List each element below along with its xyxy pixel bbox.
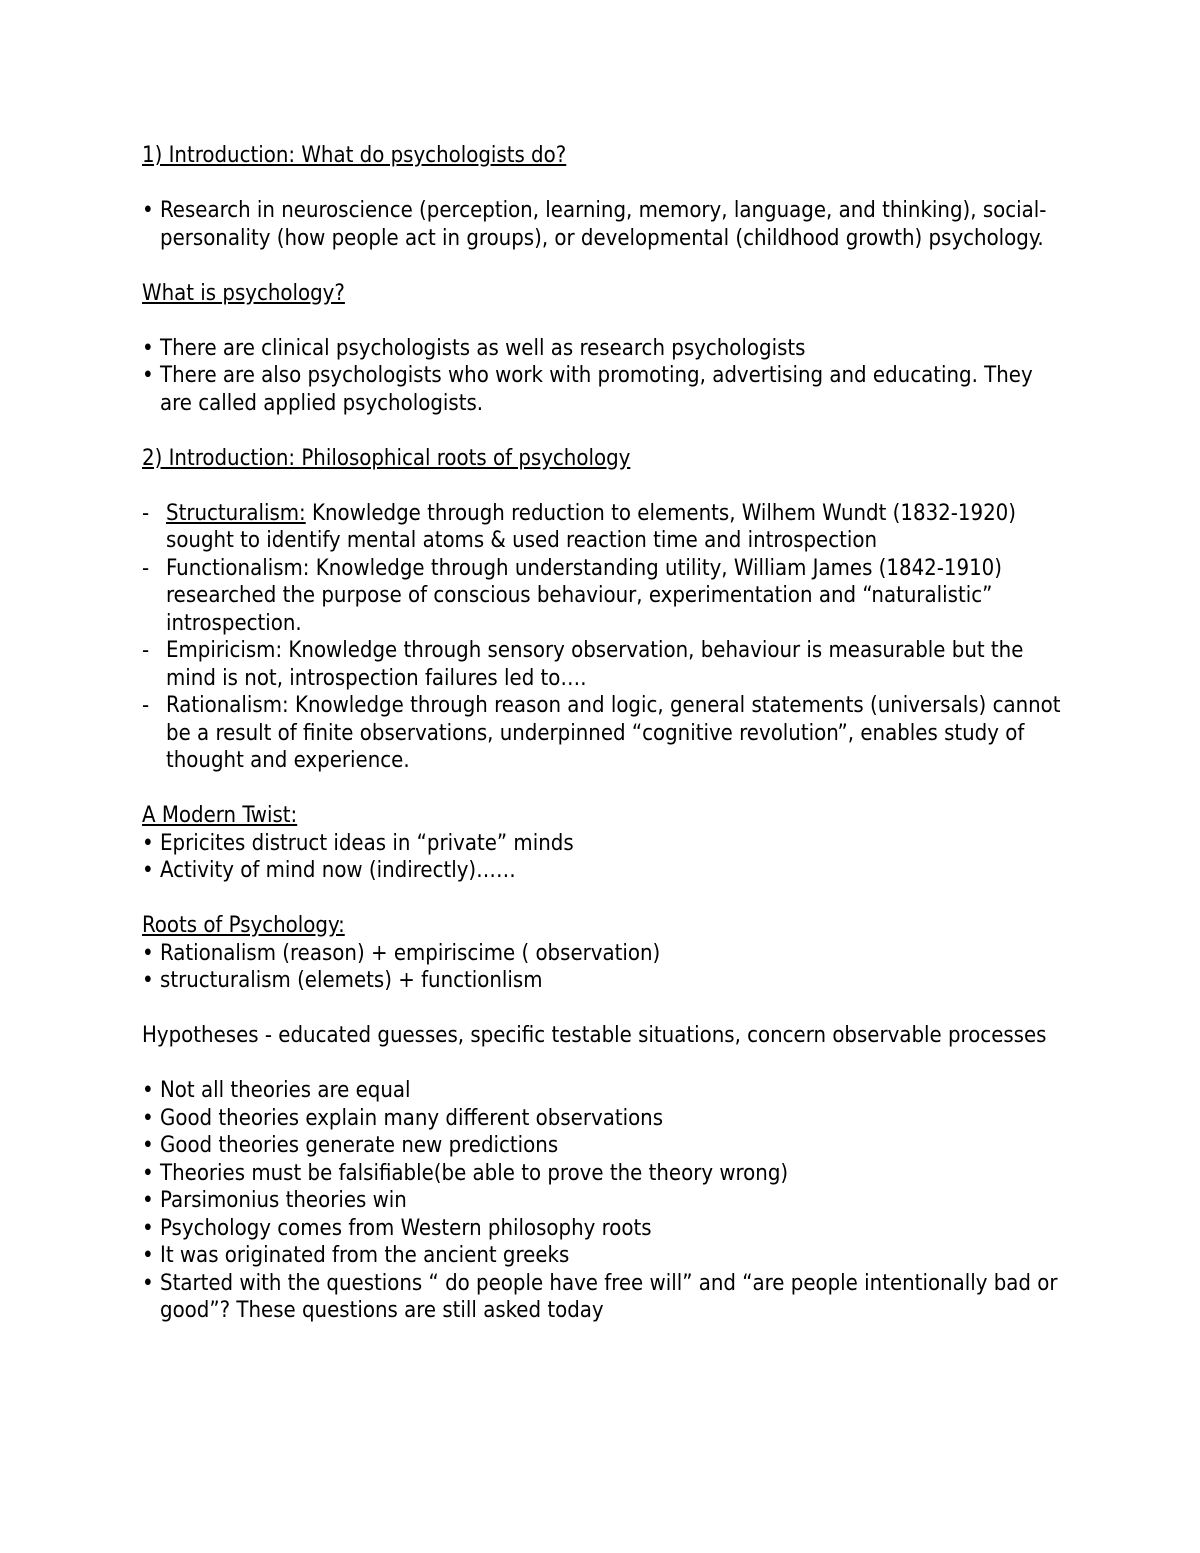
term-structuralism: Structuralism: bbox=[166, 500, 306, 526]
list-item: • There are clinical psychologists as well as research psychologists bbox=[142, 335, 1062, 363]
section-heading-intro: 1) Introduction: What do psychologists do? bbox=[142, 143, 567, 168]
list-item: • Not all theories are equal bbox=[142, 1077, 1062, 1105]
list-item: • It was originated from the ancient greeks bbox=[142, 1242, 1062, 1270]
list-item: • Good theories generate new predictions bbox=[142, 1132, 1062, 1160]
section-heading-roots-of-psychology: Roots of Psychology: bbox=[142, 913, 345, 938]
document-body bbox=[142, 142, 1062, 1325]
section-heading-philosophical-roots: 2) Introduction: Philosophical roots of psychology bbox=[142, 445, 631, 471]
term-description: Knowledge through reduction to elements, Wilhem Wundt (1832-1920) sought to identify mental atoms & used reaction time and introspection bbox=[166, 500, 1016, 553]
list-item: • Activity of mind now (indirectly)…… bbox=[142, 857, 1062, 885]
list-item: • Psychology comes from Western philosophy roots bbox=[142, 1215, 1062, 1243]
bullet-list-intro bbox=[142, 197, 1062, 252]
list-item bbox=[142, 500, 1062, 555]
list-item: • Good theories explain many different observations bbox=[142, 1105, 1062, 1133]
hypotheses-paragraph: Hypotheses - educated guesses, specific testable situations, concern observable processes bbox=[142, 1023, 1047, 1048]
list-item: - Rationalism: Knowledge through reason and logic, general statements (universals) cannot be a result of finite observations, underpinned “cognitive revolution”, enables study of thought and experience. bbox=[142, 692, 1062, 775]
dash-list-philosophical-roots bbox=[142, 500, 1062, 775]
list-item: • Started with the questions “ do people have free will” and “are people intentionally bad or good”? These questions are still asked today bbox=[142, 1270, 1062, 1325]
list-item: • There are also psychologists who work with promoting, advertising and educating. They are called applied psychologists. bbox=[142, 362, 1062, 417]
list-item: • Parsimonius theories win bbox=[142, 1187, 1062, 1215]
list-item: - Functionalism: Knowledge through understanding utility, William James (1842-1910) researched the purpose of conscious behaviour, experimentation and “naturalistic” introspection. bbox=[142, 555, 1062, 638]
list-item: • Theories must be falsifiable(be able to prove the theory wrong) bbox=[142, 1160, 1062, 1188]
bullet-list-modern-twist bbox=[142, 830, 1062, 885]
section-heading-what-is-psychology: What is psychology? bbox=[142, 280, 345, 306]
list-item: • Epricites distruct ideas in “private” minds bbox=[142, 830, 1062, 858]
list-item: • Research in neuroscience (perception, learning, memory, language, and thinking), social-personality (how people act in groups), or developmental (childhood growth) psychology. bbox=[142, 197, 1062, 252]
list-item: • Rationalism (reason) + empiriscime ( observation) bbox=[142, 940, 1062, 968]
bullet-list-roots-of-psychology bbox=[142, 940, 1062, 995]
list-item: • structuralism (elemets) + functionlism bbox=[142, 967, 1062, 995]
bullet-list-what-is-psychology bbox=[142, 335, 1062, 418]
list-item: - Empiricism: Knowledge through sensory observation, behaviour is measurable but the mind is not, introspection failures led to…. bbox=[142, 637, 1062, 692]
bullet-list-theories bbox=[142, 1077, 1062, 1325]
section-heading-modern-twist: A Modern Twist: bbox=[142, 803, 298, 828]
